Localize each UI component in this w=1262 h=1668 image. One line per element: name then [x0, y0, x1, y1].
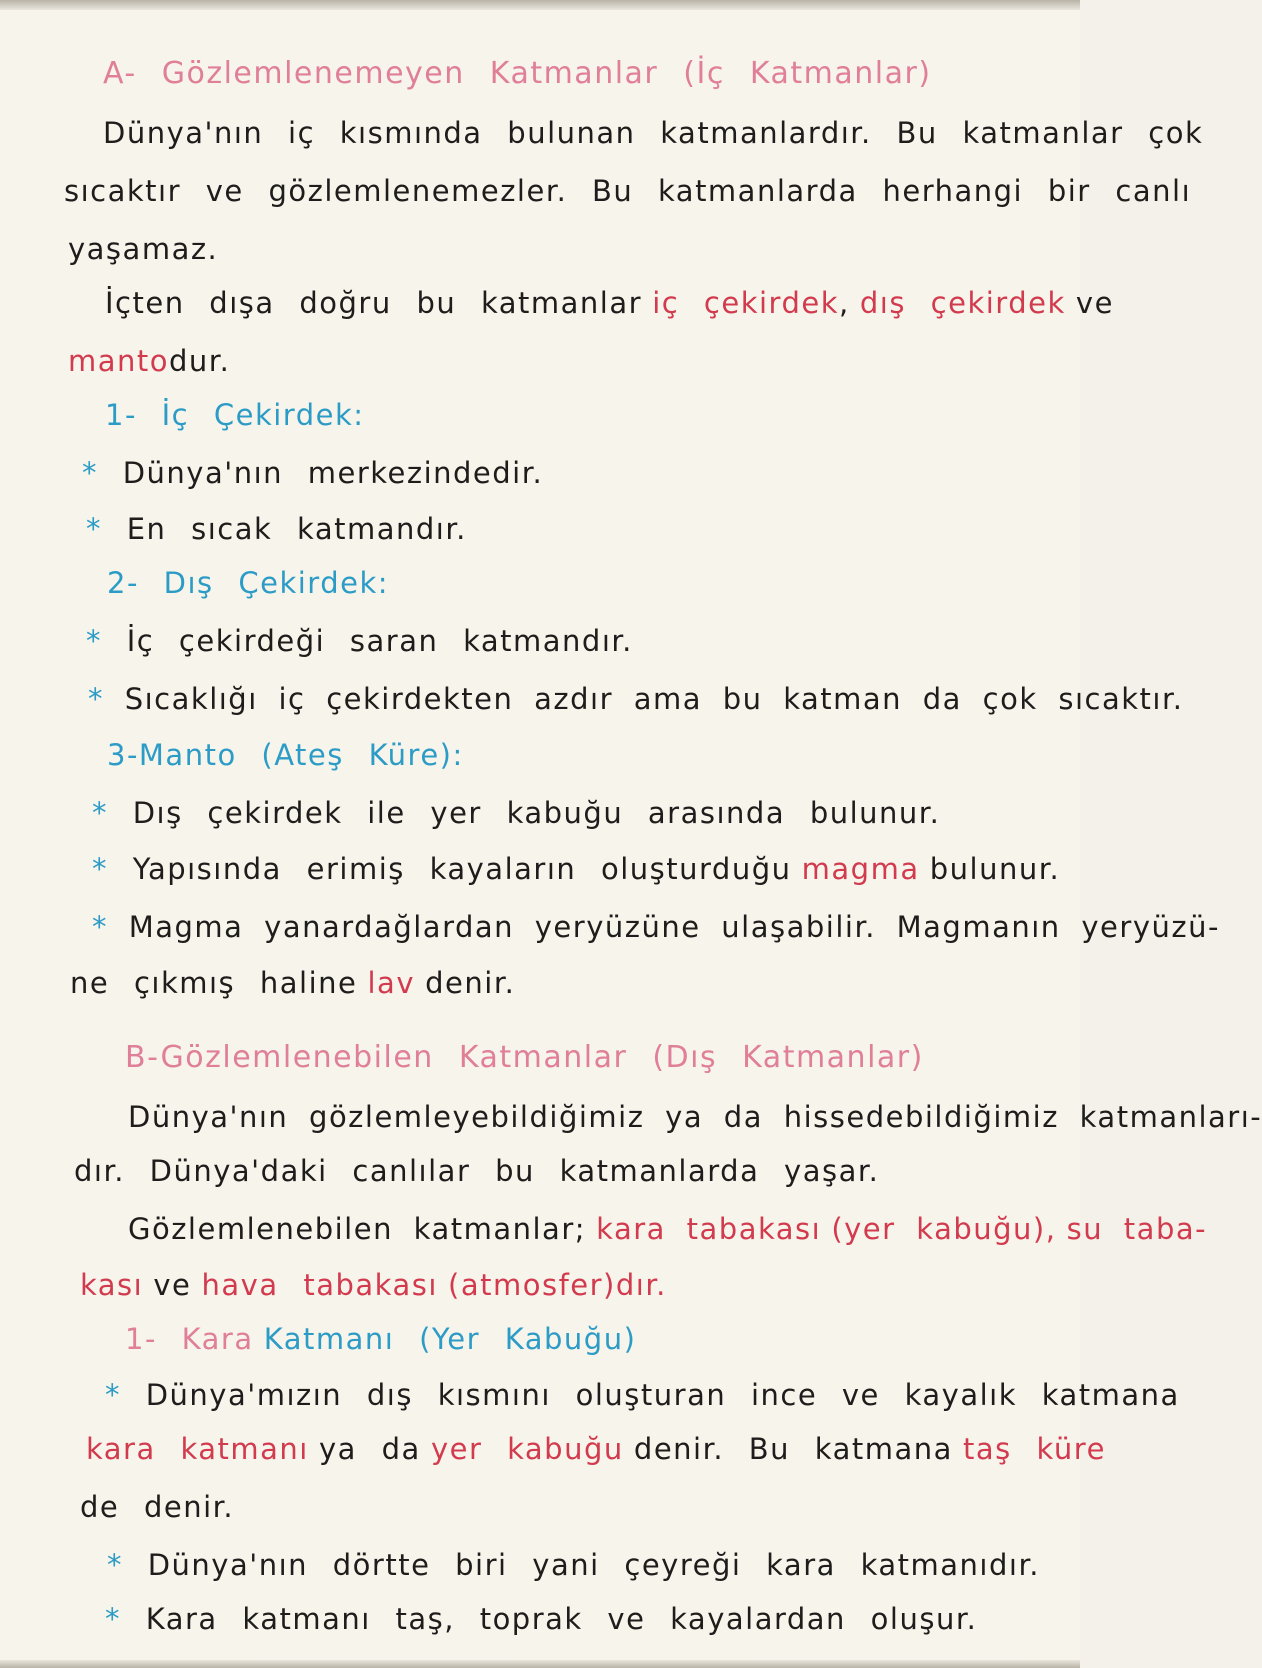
bullet-text: ne çıkmış haline [70, 966, 358, 1000]
bullet-star-icon: * [105, 1602, 121, 1636]
bullet-star-icon: * [92, 852, 108, 886]
manto-bullet3-line2 [70, 966, 515, 1000]
bullet-star-icon: * [82, 456, 98, 490]
highlight-lav: lav [367, 966, 415, 1000]
highlight-kara-tabakasi: kara tabakası [596, 1212, 822, 1246]
bullet-star-icon: * [107, 1548, 123, 1582]
bullet-text: Sıcaklığı iç çekirdekten azdır ama bu katman da çok sıcaktır. [124, 682, 1184, 716]
highlight-hava-tabakasi: hava tabakası [201, 1268, 438, 1302]
section-a-p2-line2 [68, 344, 230, 378]
text-span: ya da [319, 1432, 421, 1466]
kara-title-part: 1- Kara [125, 1322, 254, 1356]
section-a-title: A- Gözlemlenemeyen Katmanlar (İç Katmanlar) [103, 56, 932, 91]
ic-cekirdek-title: 1- İç Çekirdek: [105, 398, 365, 432]
bullet-text: Dünya'nın merkezindedir. [122, 456, 544, 490]
bullet-text: Yapısında erimiş kayaların oluşturduğu [132, 852, 792, 886]
kara-bullet3 [105, 1602, 977, 1636]
text-span: denir. Bu katmana [633, 1432, 953, 1466]
bottom-edge [0, 1660, 1080, 1668]
bullet-text: Dünya'nın dörtte biri yani çeyreği kara katmanıdır. [147, 1548, 1040, 1582]
text-span: dur. [169, 344, 231, 378]
highlight-yer-kabugu-2: yer kabuğu [430, 1432, 624, 1466]
bullet-text: bulunur. [929, 852, 1061, 886]
bullet-text: Magma yanardağlardan yeryüzüne ulaşabilir. Magmanın yeryüzü- [128, 910, 1220, 944]
kara-katmani-title [125, 1322, 636, 1356]
katmani-title-part: Katmanı (Yer Kabuğu) [263, 1322, 637, 1356]
kara-bullet1-line3: de denir. [80, 1490, 235, 1524]
kara-bullet1-line2 [86, 1432, 1106, 1466]
highlight-tas-kure: taş küre [963, 1432, 1106, 1466]
bullet-text: Dünya'mızın dış kısmını oluşturan ince ve kayalık katmana [145, 1378, 1180, 1412]
bullet-star-icon: * [92, 796, 108, 830]
kara-bullet1 [105, 1378, 1180, 1412]
section-a-p2-line1 [105, 286, 1114, 320]
section-a-p1-line3: yaşamaz. [68, 232, 219, 266]
dis-cekirdek-title: 2- Dış Çekirdek: [107, 566, 390, 600]
top-edge [0, 0, 1080, 10]
bullet-star-icon: * [86, 624, 102, 658]
highlight-yer-kabugu: (yer kabuğu), [831, 1212, 1057, 1246]
ic-cekirdek-bullet1 [82, 456, 543, 490]
section-b-p2-line1 [128, 1212, 1207, 1246]
highlight-su-tabakasi: su taba- [1066, 1212, 1208, 1246]
kara-bullet2 [107, 1548, 1040, 1582]
highlight-manto: manto [68, 344, 170, 378]
bullet-text: Dış çekirdek ile yer kabuğu arasında bulunur. [132, 796, 941, 830]
text-span: Gözlemlenebilen katmanlar; [128, 1212, 587, 1246]
highlight-ic-cekirdek: iç çekirdek [652, 286, 840, 320]
section-b-title: B-Gözlemlenebilen Katmanlar (Dış Katmanlar) [125, 1040, 924, 1075]
bullet-star-icon: * [86, 512, 102, 546]
bullet-text: denir. [425, 966, 516, 1000]
text-span: İçten dışa doğru bu katmanlar [105, 286, 643, 320]
bullet-star-icon: * [92, 910, 108, 944]
highlight-magma: magma [801, 852, 920, 886]
bullet-star-icon: * [88, 682, 104, 716]
bullet-text: Kara katmanı taş, toprak ve kayalardan oluşur. [145, 1602, 978, 1636]
section-b-p2-line2 [80, 1268, 667, 1302]
bullet-text: En sıcak katmandır. [126, 512, 467, 546]
text-span: ve [1075, 286, 1114, 320]
text-span: , [839, 286, 850, 320]
highlight-dis-cekirdek: dış çekirdek [859, 286, 1066, 320]
bullet-text: İç çekirdeği saran katmandır. [126, 624, 633, 658]
section-a-p1-line2: sıcaktır ve gözlemlenemezler. Bu katmanlarda herhangi bir canlı [64, 174, 1192, 208]
manto-bullet2 [92, 852, 1060, 886]
manto-bullet1 [92, 796, 940, 830]
section-b-p1-line2: dır. Dünya'daki canlılar bu katmanlarda yaşar. [74, 1154, 880, 1188]
section-b-p1-line1: Dünya'nın gözlemleyebildiğimiz ya da hissedebildiğimiz katmanları- [128, 1100, 1262, 1134]
dis-cekirdek-bullet2 [88, 682, 1183, 716]
manto-bullet3 [92, 910, 1220, 944]
text-span: ve [153, 1268, 192, 1302]
bullet-star-icon: * [105, 1378, 121, 1412]
highlight-atmosfer: (atmosfer)dır. [448, 1268, 667, 1302]
section-a-p1-line1: Dünya'nın iç kısmında bulunan katmanlardır. Bu katmanlar çok [103, 116, 1204, 150]
highlight-kara-katmani: kara katmanı [86, 1432, 309, 1466]
manto-title: 3-Manto (Ateş Küre): [107, 738, 464, 772]
highlight-su-tabakasi-cont: kası [80, 1268, 144, 1302]
dis-cekirdek-bullet1 [86, 624, 633, 658]
ic-cekirdek-bullet2 [86, 512, 467, 546]
